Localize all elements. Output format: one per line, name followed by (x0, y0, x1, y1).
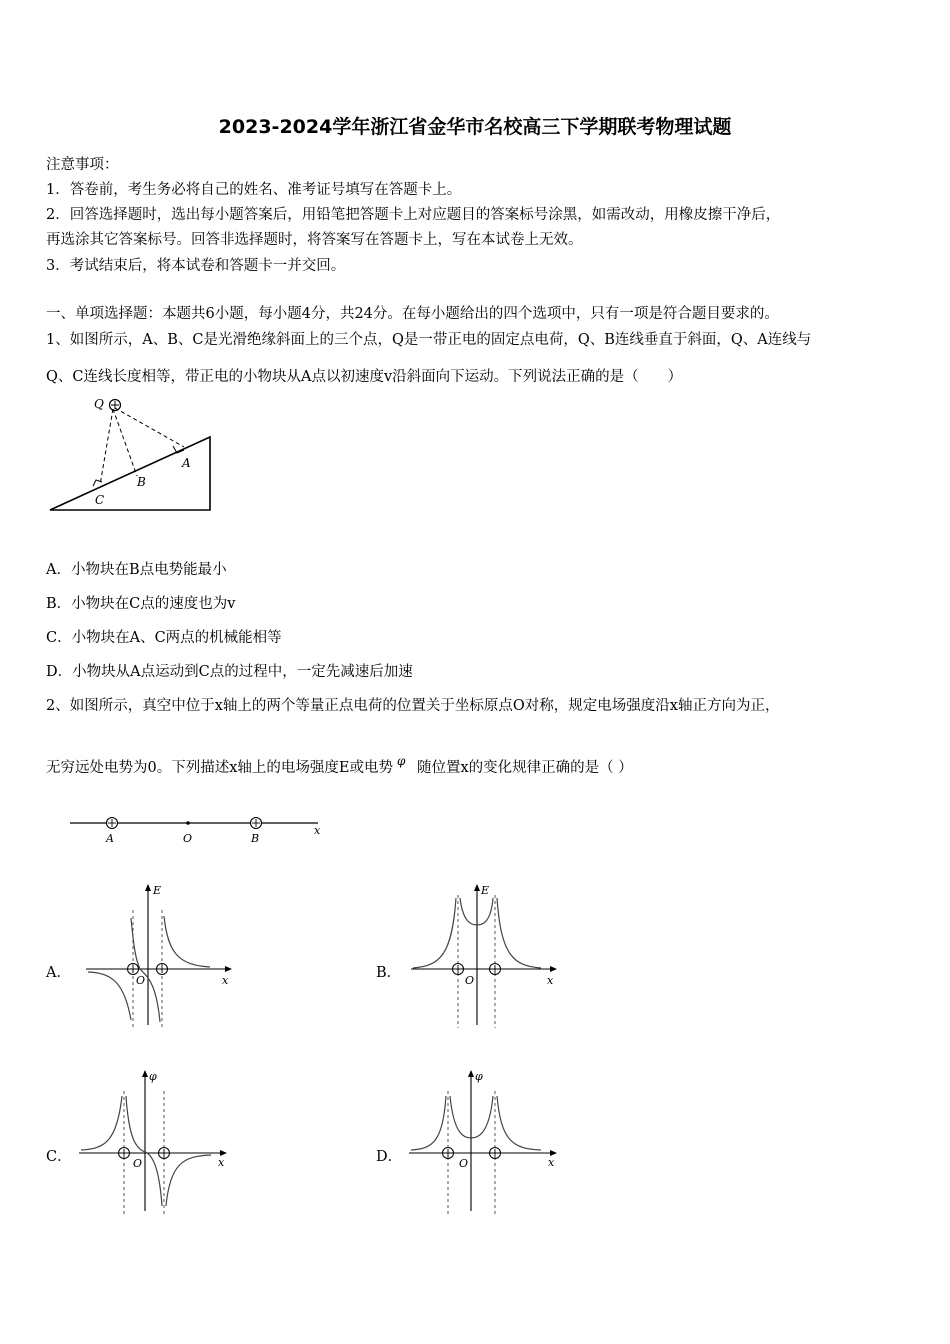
q2-graph-a-label-o: O (136, 974, 146, 987)
q2-option-b: B． (376, 965, 402, 981)
q2-graph-a-label-x: x (222, 974, 229, 987)
q2-line-2 (46, 756, 633, 777)
q2-phi-symbol: φ (397, 754, 406, 768)
q2-line-1: 2、如图所示，真空中位于x轴上的两个等量正点电荷的位置关于坐标原点O对称，规定电场强度沿x轴正方向为正， (46, 698, 780, 714)
q1-incline-figure (44, 390, 224, 518)
q1-option-c: C．小物块在A、C两点的机械能相等 (46, 630, 282, 646)
q2-graph-c-label-o: O (133, 1157, 143, 1170)
q2-option-d: D． (376, 1149, 403, 1165)
q1-option-a: A．小物块在B点电势能最小 (46, 562, 227, 578)
q2-line-2a: 无穷远处电势为0。下列描述x轴上的电场强度E或电势 (46, 760, 393, 776)
notice-item-3: 3．考试结束后，将本试卷和答题卡一并交回。 (46, 258, 346, 274)
q2-axis-label-o: O (183, 832, 193, 845)
q1-option-d: D．小物块从A点运动到C点的过程中，一定先减速后加速 (46, 664, 413, 680)
q2-graph-d-label-o: O (459, 1157, 469, 1170)
q2-axis-label-b: B (251, 832, 260, 845)
q2-graph-d (405, 1066, 565, 1216)
page-title: 2023-2024学年浙江省金华市名校高三下学期联考物理试题 (218, 116, 732, 138)
q2-graph-d-label-x: x (548, 1156, 555, 1169)
q2-graph-c (75, 1066, 235, 1216)
q2-graph-b-label-e: E (481, 884, 490, 897)
q1-label-b: B (137, 475, 146, 489)
q2-option-a: A． (46, 965, 71, 981)
q2-graph-a-label-e: E (153, 884, 162, 897)
q2-graph-c-label-x: x (218, 1156, 225, 1169)
q1-label-q: Q (94, 397, 104, 411)
q2-graph-b-label-o: O (465, 974, 475, 987)
notice-item-2a: 2．回答选择题时，选出每小题答案后，用铅笔把答题卡上对应题目的答案标号涂黑，如需改动，用橡皮擦干净后， (46, 207, 781, 223)
q1-line-2: Q、C连线长度相等，带正电的小物块从A点以初速度v沿斜面向下运动。下列说法正确的是（ ） (46, 369, 683, 385)
q1-line-1: 1、如图所示，A、B、C是光滑绝缘斜面上的三个点，Q是一带正电的固定点电荷，Q、B连线垂直于斜面，Q、A连线与 (46, 332, 812, 348)
notice-heading: 注意事项： (46, 157, 119, 173)
q1-option-b: B．小物块在C点的速度也为v (46, 596, 236, 612)
q2-graph-c-label-phi: φ (149, 1070, 157, 1083)
q2-graph-a (80, 880, 240, 1030)
q2-option-c: C． (46, 1149, 72, 1165)
notice-item-2b: 再选涂其它答案标号。回答非选择题时，将答案写在答题卡上，写在本试卷上无效。 (46, 232, 583, 248)
q2-axis-label-x: x (314, 824, 321, 837)
q2-graph-d-label-phi: φ (475, 1070, 483, 1083)
q1-label-c: C (95, 493, 105, 507)
notice-item-1: 1．答卷前，考生务必将自己的姓名、准考证号填写在答题卡上。 (46, 182, 462, 198)
q2-axis-label-a: A (106, 832, 114, 845)
q2-line-2b: 随位置x的变化规律正确的是（ ） (417, 760, 633, 776)
q1-label-a: A (182, 456, 191, 470)
section-heading: 一、单项选择题：本题共6小题，每小题4分，共24分。在每小题给出的四个选项中，只有一项是符合题目要求的。 (46, 306, 779, 322)
q2-graph-b (405, 880, 565, 1030)
q2-axis-figure (66, 810, 336, 850)
q2-graph-b-label-x: x (547, 974, 554, 987)
